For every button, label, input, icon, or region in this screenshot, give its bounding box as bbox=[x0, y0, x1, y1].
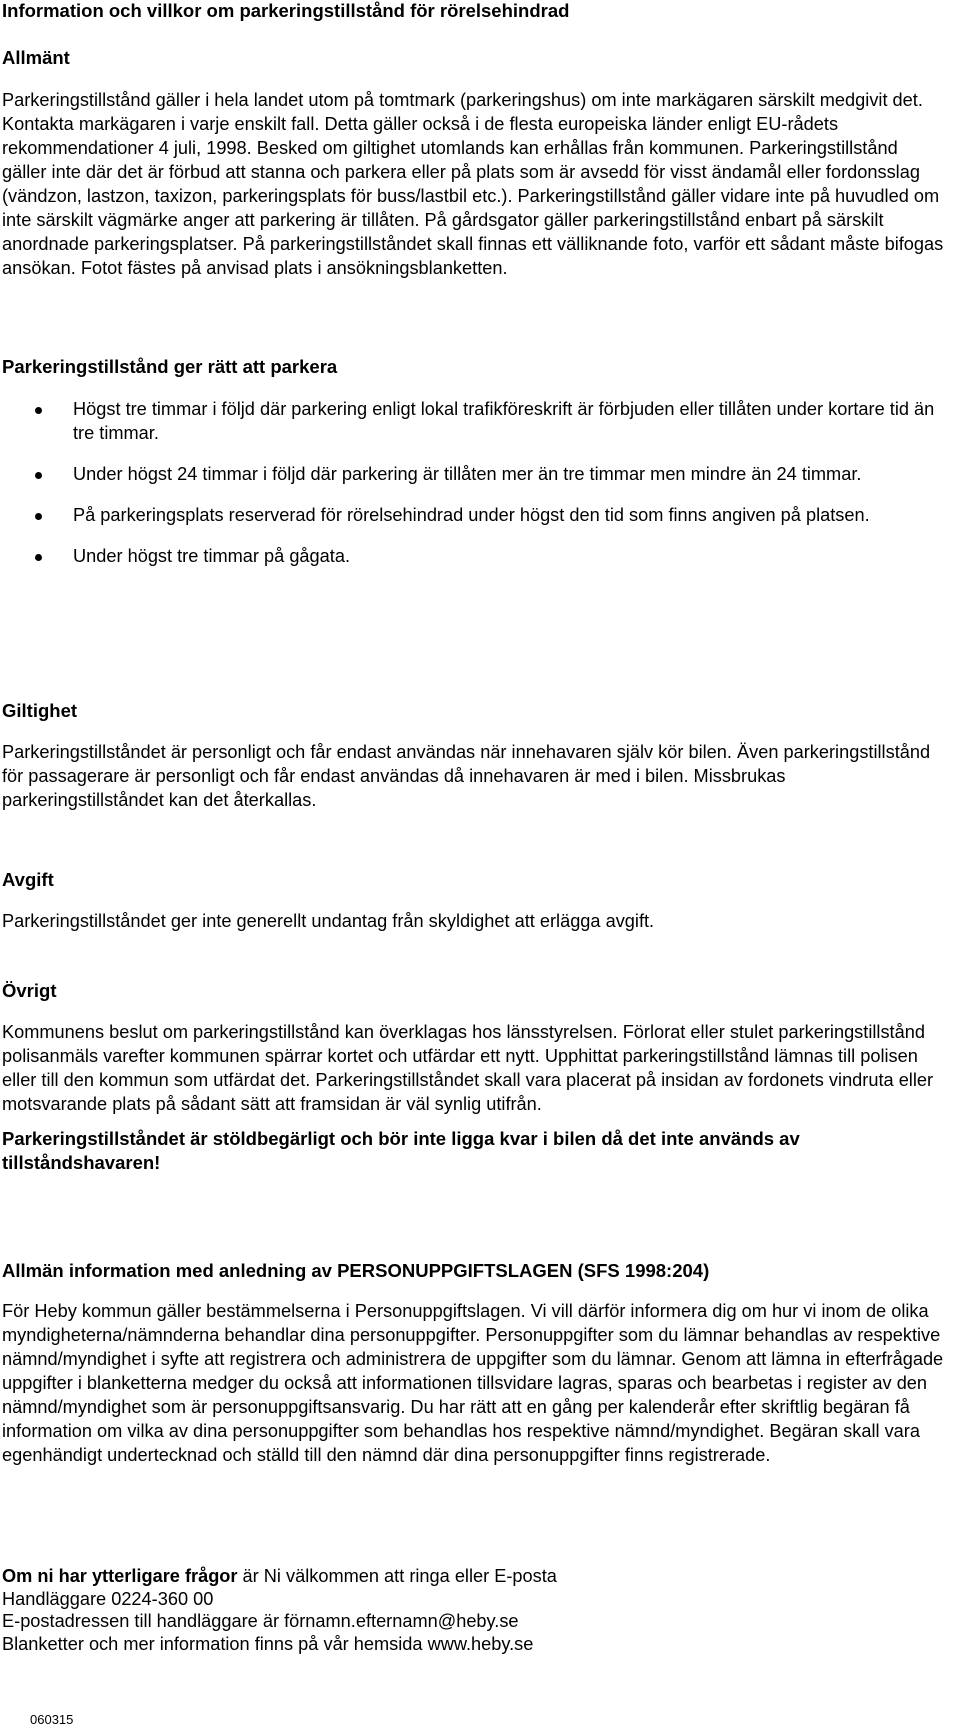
contact-block bbox=[2, 1565, 947, 1655]
list-item bbox=[2, 503, 947, 527]
list-item bbox=[2, 462, 947, 486]
contact-intro-rest: är Ni välkommen att ringa eller E-posta bbox=[237, 1566, 557, 1586]
bullet-icon bbox=[35, 513, 42, 520]
contact-intro bbox=[2, 1565, 947, 1588]
warning-text: Parkeringstillståndet är stöldbegärligt och bör inte ligga kvar i bilen då det inte används av tillståndshavaren! bbox=[2, 1128, 800, 1173]
paragraph-avgift: Parkeringstillståndet ger inte generellt undantag från skyldighet att erlägga avgift. bbox=[2, 911, 655, 931]
paragraph-giltighet: Parkeringstillståndet är personligt och får endast användas när innehavaren själv kör bilen. Även parkeringstillstånd för passagerare är personligt och får endast användas då innehavaren är med i bilen. Missbrukas parkeringstillståndet kan det återkallas. bbox=[2, 742, 931, 810]
bullet-icon bbox=[35, 554, 42, 561]
section-personuppgiftslagen bbox=[2, 1259, 947, 1467]
list-item-text: Högst tre timmar i följd där parkering enligt lokal trafikföreskrift är förbjuden eller tillåten under kortare tid än tre timmar. bbox=[73, 399, 935, 443]
section-heading-ratt-att-parkera: Parkeringstillstånd ger rätt att parkera bbox=[2, 356, 338, 377]
section-heading-avgift: Avgift bbox=[2, 869, 54, 890]
contact-website: Blanketter och mer information finns på vår hemsida www.heby.se bbox=[2, 1633, 534, 1654]
section-allmant bbox=[2, 46, 947, 280]
section-ovrigt bbox=[2, 979, 947, 1175]
document-title: Information och villkor om parkeringstillstånd för rörelsehindrad bbox=[2, 0, 570, 21]
section-heading-giltighet: Giltighet bbox=[2, 700, 78, 721]
section-giltighet bbox=[2, 699, 947, 812]
bullet-icon bbox=[35, 472, 42, 479]
list-item-text: Under högst 24 timmar i följd där parkering är tillåten mer än tre timmar men mindre än 24 timmar. bbox=[73, 464, 862, 484]
bullet-icon bbox=[35, 407, 42, 414]
list-item-text: Under högst tre timmar på gågata. bbox=[73, 546, 350, 566]
section-heading-allmant: Allmänt bbox=[2, 47, 70, 68]
section-heading-ovrigt: Övrigt bbox=[2, 980, 57, 1001]
contact-intro-bold: Om ni har ytterligare frågor bbox=[2, 1566, 238, 1586]
contact-phone: Handläggare 0224-360 00 bbox=[2, 1588, 214, 1609]
section-heading-personuppgiftslagen: Allmän information med anledning av PERSONUPPGIFTSLAGEN (SFS 1998:204) bbox=[2, 1260, 710, 1281]
list-item bbox=[2, 397, 947, 445]
list-item-text: På parkeringsplats reserverad för rörelsehindrad under högst den tid som finns angiven på platsen. bbox=[73, 505, 870, 525]
paragraph-ovrigt: Kommunens beslut om parkeringstillstånd kan överklagas hos länsstyrelsen. Förlorat eller stulet parkeringstillstånd polisanmäls varefter kommunen spärrar kortet och utfärdar ett nytt. Upphittat parkeringstillstånd lämnas till polisen eller till den kommun som utfärdat det. Parkeringstillståndet skall vara placerat på insidan av fordonets vindruta eller motsvarande plats på sådant sätt att framsidan är väl synlig utifrån. bbox=[2, 1022, 934, 1114]
paragraph-personuppgiftslagen: För Heby kommun gäller bestämmelserna i Personuppgiftslagen. Vi vill därför informera dig om hur vi inom de olika myndigheterna/nämnderna behandlar dina personuppgifter. Personuppgifter som du lämnar behandlas av respektive nämnd/myndighet i syfte att registrera och administrera de uppgifter som du lämnar. Genom att lämna in efterfrågade uppgifter i blanketterna medger du också att informationen tillsvidare lagras, sparas och bearbetas i register av den nämnd/myndighet som är personuppgiftsansvarig. Du har rätt att en gång per kalenderår efter skriftlig begäran få information om vilka av dina personuppgifter som behandlas hos respektive nämnd/myndighet. Begäran skall vara egenhändigt undertecknad och ställd till den nämnd där dina personuppgifter finns registrerade. bbox=[2, 1301, 944, 1465]
list-item bbox=[2, 544, 947, 568]
section-avgift bbox=[2, 868, 947, 933]
contact-email: E-postadressen till handläggare är förnamn.efternamn@heby.se bbox=[2, 1611, 519, 1631]
bullet-list bbox=[2, 397, 947, 568]
paragraph-allmant: Parkeringstillstånd gäller i hela landet utom på tomtmark (parkeringshus) om inte markägaren särskilt medgivit det. Kontakta markägaren i varje enskilt fall. Detta gäller också i de flesta europeiska länder enligt EU-rådets rekommendationer 4 juli, 1998. Besked om giltighet utomlands kan erhållas från kommunen. Parkeringstillstånd gäller inte där det är förbud att stanna och parkera eller på plats som är avsedd för visst ändamål eller fordonsslag (vändzon, lastzon, taxizon, parkeringsplats för buss/lastbil etc.). Parkeringstillstånd gäller vidare inte på huvudled om inte särskilt vägmärke anger att parkering är tillåten. På gårdsgator gäller parkeringstillstånd enbart på särskilt anordnade parkeringsplatser. På parkeringstillståndet skall finnas ett välliknande foto, varför ett sådant måste bifogas ansökan. Fotot fästes på anvisad plats i ansökningsblanketten. bbox=[2, 90, 944, 278]
section-ratt-att-parkera bbox=[2, 355, 947, 585]
footer-document-code: 060315 bbox=[30, 1712, 74, 1727]
